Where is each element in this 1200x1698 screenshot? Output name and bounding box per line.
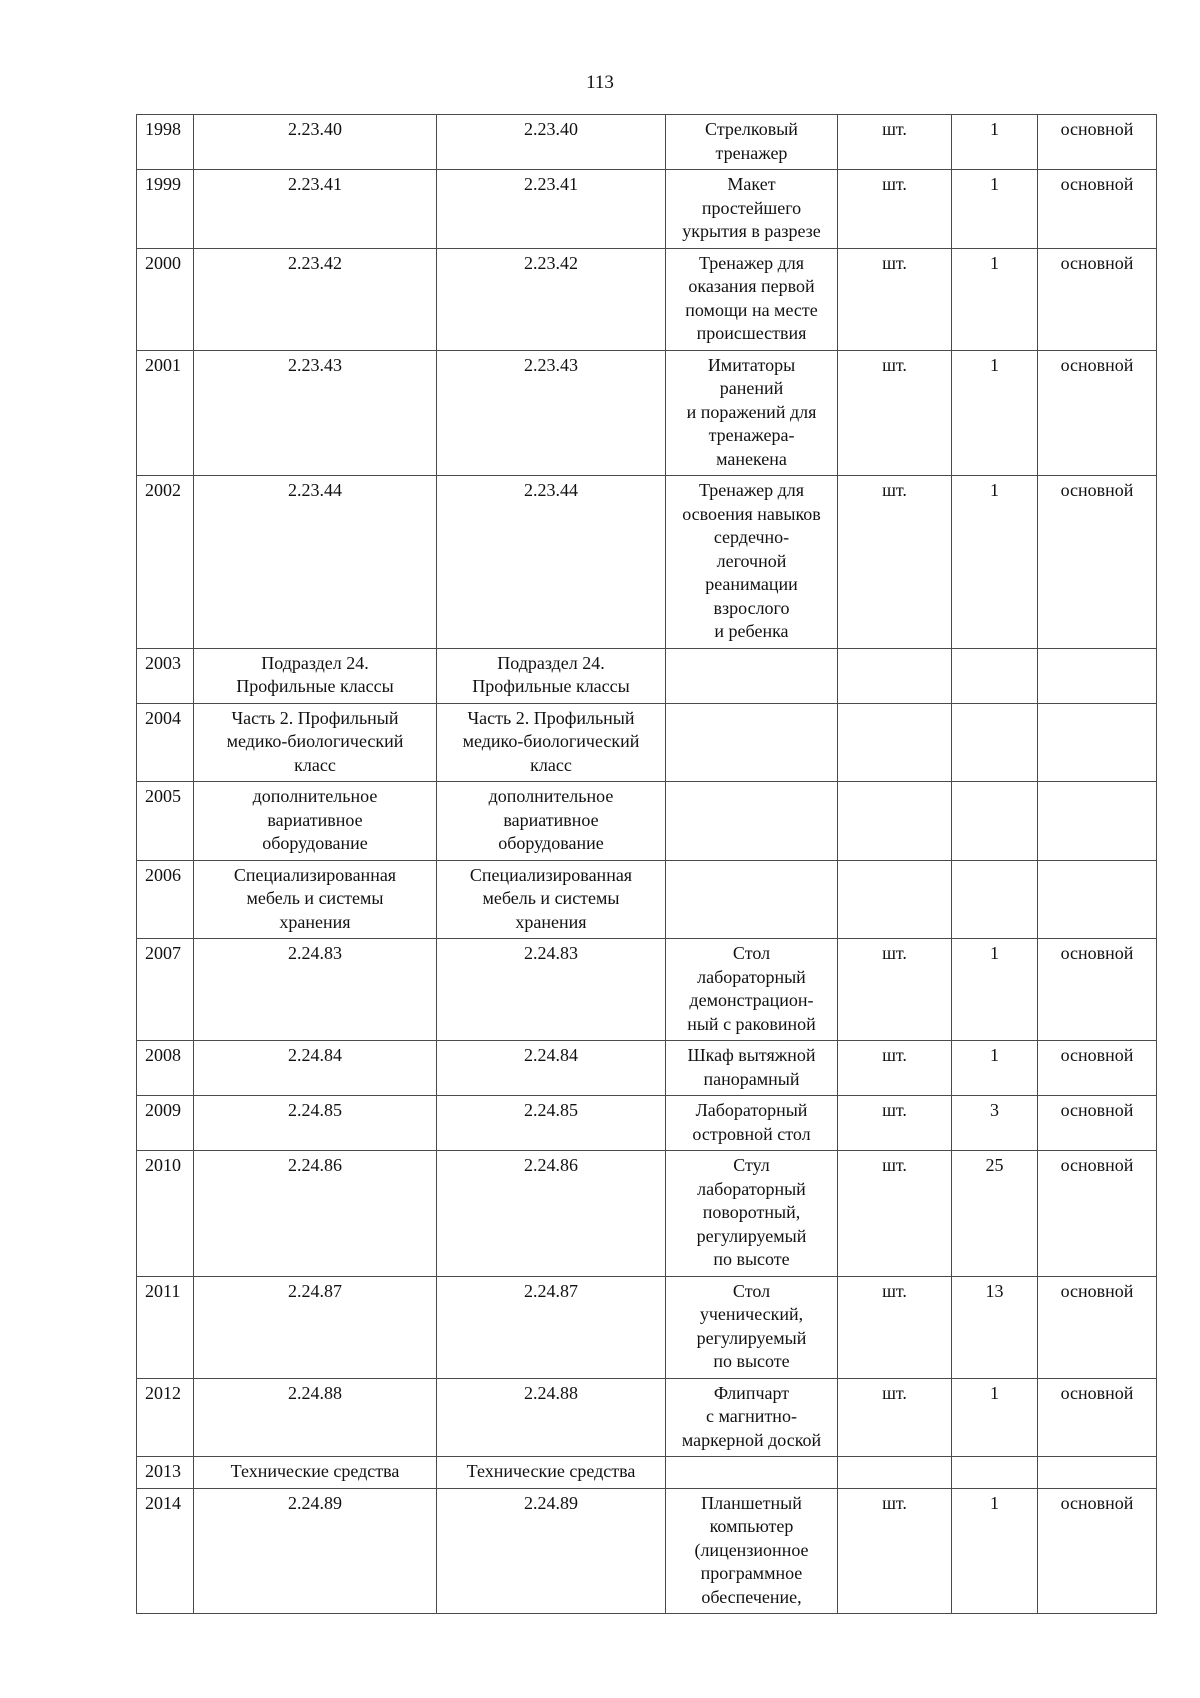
unit-cell: [838, 1457, 952, 1489]
row-number-cell: 2004: [137, 703, 194, 782]
quantity-cell: 1: [952, 248, 1038, 350]
equipment-type-cell: основной: [1038, 1041, 1157, 1096]
equipment-type-cell: [1038, 648, 1157, 703]
code-cell: Часть 2. Профильный медико-биологический класс: [194, 703, 437, 782]
unit-cell: шт.: [838, 1276, 952, 1378]
quantity-cell: 1: [952, 1041, 1038, 1096]
row-number-cell: 2007: [137, 939, 194, 1041]
unit-cell: шт.: [838, 1378, 952, 1457]
code-cell: 2.23.44: [194, 476, 437, 649]
equipment-type-cell: [1038, 860, 1157, 939]
equipment-type-cell: основной: [1038, 248, 1157, 350]
code-duplicate-cell: 2.24.89: [437, 1488, 666, 1614]
row-number-cell: 2014: [137, 1488, 194, 1614]
table-row: [137, 248, 1157, 350]
quantity-cell: [952, 782, 1038, 861]
item-name-cell: Стул лабораторный поворотный, регулируемый по высоте: [666, 1151, 838, 1277]
code-cell: 2.24.88: [194, 1378, 437, 1457]
item-name-cell: Тренажер для оказания первой помощи на месте происшествия: [666, 248, 838, 350]
equipment-type-cell: основной: [1038, 1488, 1157, 1614]
item-name-cell: [666, 703, 838, 782]
code-duplicate-cell: 2.23.44: [437, 476, 666, 649]
code-cell: 2.23.42: [194, 248, 437, 350]
quantity-cell: 1: [952, 476, 1038, 649]
equipment-type-cell: [1038, 1457, 1157, 1489]
code-duplicate-cell: 2.24.87: [437, 1276, 666, 1378]
code-duplicate-cell: 2.23.41: [437, 170, 666, 249]
unit-cell: шт.: [838, 115, 952, 170]
quantity-cell: 1: [952, 350, 1038, 476]
equipment-type-cell: основной: [1038, 350, 1157, 476]
table-row: [137, 1488, 1157, 1614]
equipment-type-cell: основной: [1038, 1151, 1157, 1277]
row-number-cell: 1999: [137, 170, 194, 249]
unit-cell: шт.: [838, 170, 952, 249]
code-cell: 2.24.89: [194, 1488, 437, 1614]
code-duplicate-cell: Специализированная мебель и системы хранения: [437, 860, 666, 939]
row-number-cell: 2011: [137, 1276, 194, 1378]
item-name-cell: [666, 860, 838, 939]
item-name-cell: Планшетный компьютер (лицензионное программное обеспечение,: [666, 1488, 838, 1614]
item-name-cell: Флипчарт с магнитно- маркерной доской: [666, 1378, 838, 1457]
table-body: [137, 115, 1157, 1614]
code-duplicate-cell: дополнительное вариативное оборудование: [437, 782, 666, 861]
quantity-cell: [952, 1457, 1038, 1489]
item-name-cell: Стол ученический, регулируемый по высоте: [666, 1276, 838, 1378]
unit-cell: шт.: [838, 939, 952, 1041]
page-number: 113: [586, 72, 614, 93]
row-number-cell: 1998: [137, 115, 194, 170]
quantity-cell: 25: [952, 1151, 1038, 1277]
table-row: [137, 1151, 1157, 1277]
unit-cell: [838, 648, 952, 703]
code-cell: дополнительное вариативное оборудование: [194, 782, 437, 861]
table-row: [137, 782, 1157, 861]
row-number-cell: 2006: [137, 860, 194, 939]
unit-cell: [838, 703, 952, 782]
code-cell: 2.24.83: [194, 939, 437, 1041]
code-duplicate-cell: Подраздел 24. Профильные классы: [437, 648, 666, 703]
table-row: [137, 703, 1157, 782]
unit-cell: шт.: [838, 1488, 952, 1614]
code-cell: 2.23.43: [194, 350, 437, 476]
code-cell: Технические средства: [194, 1457, 437, 1489]
table-row: [137, 170, 1157, 249]
code-cell: 2.24.85: [194, 1096, 437, 1151]
item-name-cell: Шкаф вытяжной панорамный: [666, 1041, 838, 1096]
unit-cell: [838, 782, 952, 861]
equipment-type-cell: [1038, 782, 1157, 861]
code-cell: 2.24.84: [194, 1041, 437, 1096]
table-row: [137, 1096, 1157, 1151]
item-name-cell: Лабораторный островной стол: [666, 1096, 838, 1151]
item-name-cell: Стрелковый тренажер: [666, 115, 838, 170]
unit-cell: шт.: [838, 1151, 952, 1277]
equipment-type-cell: [1038, 703, 1157, 782]
table-row: [137, 476, 1157, 649]
code-duplicate-cell: 2.24.86: [437, 1151, 666, 1277]
equipment-type-cell: основной: [1038, 170, 1157, 249]
item-name-cell: [666, 782, 838, 861]
unit-cell: [838, 860, 952, 939]
quantity-cell: 1: [952, 170, 1038, 249]
row-number-cell: 2008: [137, 1041, 194, 1096]
table-row: [137, 1457, 1157, 1489]
row-number-cell: 2003: [137, 648, 194, 703]
equipment-type-cell: основной: [1038, 1378, 1157, 1457]
unit-cell: шт.: [838, 476, 952, 649]
row-number-cell: 2001: [137, 350, 194, 476]
item-name-cell: [666, 1457, 838, 1489]
code-cell: 2.24.87: [194, 1276, 437, 1378]
code-cell: 2.23.41: [194, 170, 437, 249]
equipment-type-cell: основной: [1038, 476, 1157, 649]
code-cell: 2.23.40: [194, 115, 437, 170]
table-row: [137, 860, 1157, 939]
row-number-cell: 2002: [137, 476, 194, 649]
code-cell: 2.24.86: [194, 1151, 437, 1277]
unit-cell: шт.: [838, 1096, 952, 1151]
code-duplicate-cell: Технические средства: [437, 1457, 666, 1489]
row-number-cell: 2000: [137, 248, 194, 350]
table-row: [137, 1276, 1157, 1378]
row-number-cell: 2005: [137, 782, 194, 861]
quantity-cell: [952, 703, 1038, 782]
row-number-cell: 2012: [137, 1378, 194, 1457]
code-cell: Подраздел 24. Профильные классы: [194, 648, 437, 703]
quantity-cell: 1: [952, 1378, 1038, 1457]
table-row: [137, 350, 1157, 476]
equipment-type-cell: основной: [1038, 115, 1157, 170]
table-row: [137, 1041, 1157, 1096]
code-duplicate-cell: 2.24.84: [437, 1041, 666, 1096]
table-row: [137, 939, 1157, 1041]
equipment-type-cell: основной: [1038, 1276, 1157, 1378]
quantity-cell: [952, 648, 1038, 703]
item-name-cell: Макет простейшего укрытия в разрезе: [666, 170, 838, 249]
code-duplicate-cell: Часть 2. Профильный медико-биологический класс: [437, 703, 666, 782]
unit-cell: шт.: [838, 350, 952, 476]
quantity-cell: 13: [952, 1276, 1038, 1378]
equipment-type-cell: основной: [1038, 1096, 1157, 1151]
code-duplicate-cell: 2.23.42: [437, 248, 666, 350]
table-row: [137, 115, 1157, 170]
quantity-cell: 1: [952, 939, 1038, 1041]
table-row: [137, 648, 1157, 703]
quantity-cell: [952, 860, 1038, 939]
code-duplicate-cell: 2.24.85: [437, 1096, 666, 1151]
code-duplicate-cell: 2.24.88: [437, 1378, 666, 1457]
quantity-cell: 3: [952, 1096, 1038, 1151]
quantity-cell: 1: [952, 1488, 1038, 1614]
row-number-cell: 2013: [137, 1457, 194, 1489]
code-duplicate-cell: 2.23.43: [437, 350, 666, 476]
code-cell: Специализированная мебель и системы хранения: [194, 860, 437, 939]
code-duplicate-cell: 2.23.40: [437, 115, 666, 170]
code-duplicate-cell: 2.24.83: [437, 939, 666, 1041]
quantity-cell: 1: [952, 115, 1038, 170]
item-name-cell: Имитаторы ранений и поражений для тренажера- манекена: [666, 350, 838, 476]
equipment-table: [136, 114, 1157, 1614]
row-number-cell: 2010: [137, 1151, 194, 1277]
item-name-cell: Тренажер для освоения навыков сердечно- легочной реанимации взрослого и ребенка: [666, 476, 838, 649]
equipment-type-cell: основной: [1038, 939, 1157, 1041]
unit-cell: шт.: [838, 1041, 952, 1096]
item-name-cell: [666, 648, 838, 703]
table-row: [137, 1378, 1157, 1457]
unit-cell: шт.: [838, 248, 952, 350]
row-number-cell: 2009: [137, 1096, 194, 1151]
item-name-cell: Стол лабораторный демонстрацион- ный с раковиной: [666, 939, 838, 1041]
